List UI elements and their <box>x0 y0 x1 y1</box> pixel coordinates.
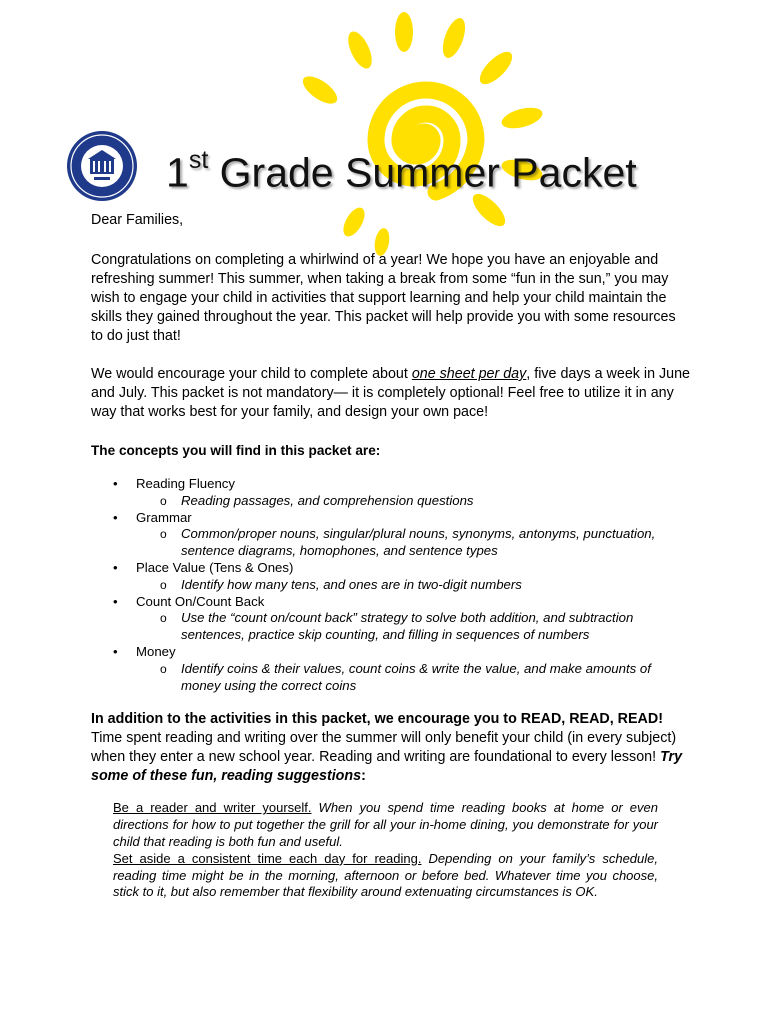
letter-body <box>91 211 691 901</box>
list-item: • Place Value (Tens & Ones) o Identify how many tens, and ones are in two-digit numbers <box>91 560 691 594</box>
concepts-heading: The concepts you will find in this packet are: <box>91 443 381 458</box>
page-title: 1st Grade Summer Packet <box>166 146 637 196</box>
reading-paragraph: In addition to the activities in this packet, we encourage you to READ, READ, READ! Time spent reading and writing over the summer will only benefit your child (in every subject) when they enter a new school year. Reading and writing are foundational to every lesson! Try some of these fun, reading suggestions: <box>91 711 683 785</box>
school-seal-logo <box>66 130 138 202</box>
reading-suggestions <box>113 800 658 901</box>
sub-list-item: o Reading passages, and comprehension questions <box>136 493 661 510</box>
suggestion-item: Set aside a consistent time each day for reading. Depending on your family’s schedule, reading time might be in the morning, afternoon or before bed. Whatever time you choose, stick to it, but also remember that flexibility around extenuating circumstances is OK. <box>113 850 658 900</box>
list-item: • Reading Fluency o Reading passages, and comprehension questions <box>91 476 691 510</box>
list-item: • Money o Identify coins & their values, count coins & write the value, and make amounts of money using the correct coins <box>91 644 691 694</box>
sub-list-item: o Identify coins & their values, count coins & write the value, and make amounts of money using the correct coins <box>136 661 661 695</box>
suggestion-item: Be a reader and writer yourself. When you spend time reading books at home or even directions for how to put together the grill for all your in-home dining, you demonstrate for your child that reading is both fun and useful. <box>113 800 658 849</box>
sub-list-item: o Use the “count on/count back” strategy to solve both addition, and subtraction sentences, practice skip counting, and filling in sequences of numbers <box>136 610 661 644</box>
sub-list-item: o Identify how many tens, and ones are in two-digit numbers <box>136 577 661 594</box>
list-item: • Count On/Count Back o Use the “count on/count back” strategy to solve both addition, and subtraction sentences, practice skip counting, and filling in sequences of numbers <box>91 594 691 644</box>
concepts-list <box>91 476 691 694</box>
sub-list-item: o Common/proper nouns, singular/plural nouns, synonyms, antonyms, punctuation, sentence diagrams, homophones, and sentence types <box>136 526 661 560</box>
schedule-paragraph: We would encourage your child to complete about one sheet per day, five days a week in June and July. This packet is not mandatory— it is completely optional! Feel free to utilize it in any way that works best for your family, and design your own pace! <box>91 366 691 420</box>
intro-paragraph: Congratulations on completing a whirlwind of a year! We hope you have an enjoyable and refreshing summer! This summer, when taking a break from some “fun in the sun,” you may wish to engage your child in activities that support learning and help your child maintain the skills they gained throughout the year. This packet will help provide you with some resources to do just that! <box>91 252 676 344</box>
list-item: • Grammar o Common/proper nouns, singular/plural nouns, synonyms, antonyms, punctuation, sentence diagrams, homophones, and sentence types <box>91 510 691 560</box>
greeting: Dear Families, <box>91 212 184 228</box>
